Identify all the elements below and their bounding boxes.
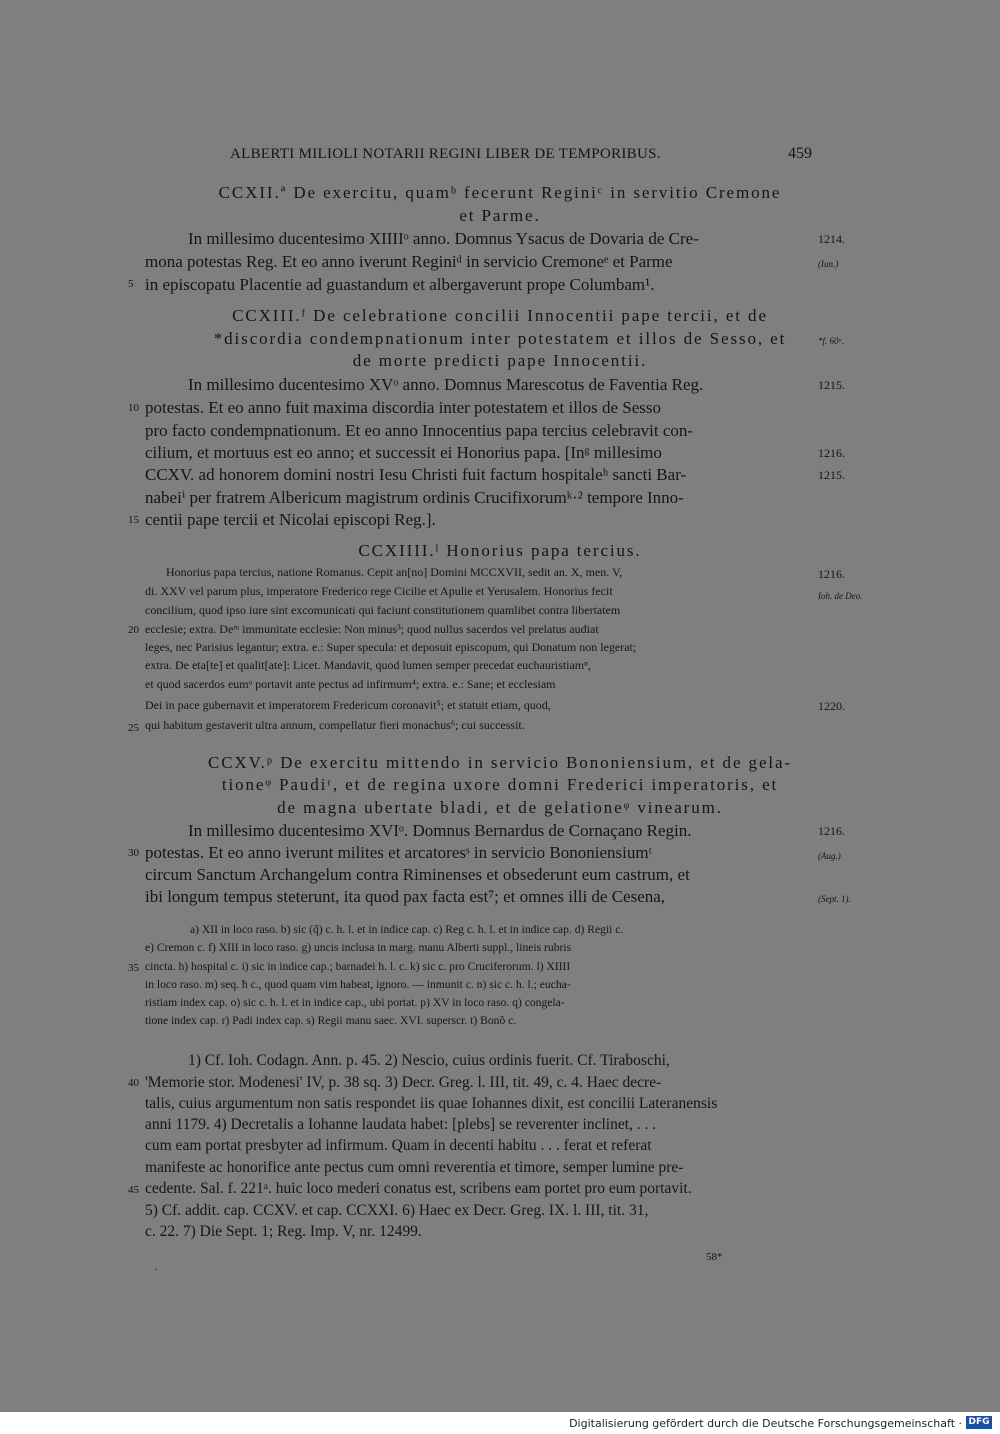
catalogue-line: di. XXV vel parum plus, imperatore Frederico rege Cicilie et Apulie et Yerusalem. Honorius fecit — [145, 584, 613, 598]
body-line: centii pape tercii et Nicolai episcopi Reg.]. — [145, 510, 436, 529]
margin-note — [818, 257, 838, 269]
note-line: anni 1179. 4) Decretalis a Iohanne laudata habet: [plebs] se reverenter inclinet, . . . — [145, 1116, 657, 1133]
chapter-heading-ccxiiii: CCXIIII.ˡ Honorius papa tercius. — [358, 541, 642, 560]
running-header-title: ALBERTI MILIOLI NOTARII REGINI LIBER DE TEMPORIBUS. — [230, 146, 661, 162]
signature-mark: 58* — [706, 1251, 723, 1263]
catalogue-line: extra. De eta[te] et qualit[ate]: Licet. Mandavit, quod lumen semper precedat euchauristiamⁿ, — [145, 658, 591, 672]
body-line: In millesimo ducentesimo XIIIIᵒ anno. Domnus Ysacus de Dovaria de Cre- — [188, 229, 699, 248]
chapter-heading-ccxii-line1: CCXII.ª De exercitu, quamᵇ fecerunt Reginiᶜ in servitio Cremone — [218, 183, 782, 202]
margin-year: 1216. — [818, 446, 845, 460]
footnote-line: in loco raso. m) seq. ħ c., quod quam vim habeat, ignoro. — inmunit c. n) sic c. h. l.; eucha- — [145, 978, 571, 991]
body-line: ibi longum tempus steterunt, ita quod pax facta est⁷; et omnes illi de Cesena, — [145, 887, 666, 906]
chapter-heading-ccxv-line1: CCXV.ᵖ De exercitu mittendo in servicio Bononiensium, et de gela- — [207, 753, 793, 772]
line-number: 10 — [128, 402, 139, 414]
body-line: pro facto condempnationum. Et eo anno Innocentius papa tercius celebravit con- — [145, 421, 694, 440]
line-number: 40 — [128, 1077, 139, 1089]
footnote-line: e) Cremon c. f) XIII in loco raso. g) uncis inclusa in marg. manu Alberti suppl., lineis rubris — [145, 941, 572, 954]
body-line: potestas. Et eo anno iverunt milites et arcatoresˢ in servicio Bononiensiumᵗ — [145, 843, 652, 862]
margin-note — [818, 589, 863, 601]
note-line: cum eam portat presbyter ad infirmum. Quam in decenti habitu . . . ferat et referat — [145, 1137, 652, 1154]
margin-year: 1220. — [818, 699, 845, 713]
line-number: 5 — [128, 278, 134, 290]
dfg-logo: DFG — [966, 1416, 992, 1429]
footnote-line: cincta. h) hospital c. i) sic in indice cap.; barnadei h. l. c. k) sic c. pro Cruciferorum. l) XIIII — [145, 960, 571, 973]
chapter-heading-ccxiii-line3: de morte predicti pape Innocentii. — [352, 351, 648, 370]
margin-note-text: (Sept. 1). — [818, 894, 851, 904]
footnote-line: tione index cap. r) Padi index cap. s) Regii manu saec. XVI. superscr. t) Bonõ c. — [145, 1014, 517, 1027]
chapter-heading-ccxiii-line2: *discordia condempnationum inter potestatem et illos de Sesso, et — [213, 329, 787, 348]
funding-footer — [0, 1412, 1000, 1434]
funding-notice: Digitalisierung gefördert durch die Deutsche Forschungsgemeinschaft · — [569, 1417, 962, 1430]
margin-note-text: (Aug.) — [818, 851, 841, 861]
catalogue-line: et quod sacerdos eumᵒ portavit ante pectus ad infirmum⁴; extra. e.: Sane; et ecclesiam — [145, 677, 556, 691]
footnote-line: ristiam index cap. o) sic c. h. l. et in indice cap., ubi portat. p) XV in loco raso. q) congela- — [145, 996, 565, 1009]
body-line: CCXV. ad honorem domini nostri Iesu Christi fuit factum hospitaleʰ sancti Bar- — [145, 465, 687, 484]
margin-year: 1214. — [818, 232, 845, 246]
margin-year: 1215. — [818, 378, 845, 392]
catalogue-line: qui habitum gestaverit ultra annum, compellatur fieri monachus⁶; cui successit. — [145, 718, 525, 732]
line-number: 45 — [128, 1184, 139, 1196]
footnote-line: a) XII in loco raso. b) sic (q̃) c. h. l. et in indice cap. c) Reg c. h. l. et in indice cap. d) Regii c. — [190, 923, 624, 936]
note-line: c. 22. 7) Die Sept. 1; Reg. Imp. V, nr. 12499. — [145, 1223, 422, 1240]
line-number: 25 — [128, 722, 139, 734]
body-line: cilium, et mortuus est eo anno; et successit ei Honorius papa. [Inᵍ millesimo — [145, 443, 662, 462]
catalogue-line: Honorius papa tercius, natione Romanus. Cepit an[no] Domini MCCXVII, sedit an. X, men. V, — [166, 565, 623, 579]
margin-year: 1215. — [818, 468, 845, 482]
catalogue-line: ecclesie; extra. Deᵐ immunitate ecclesie: Non minus³; quod nullus sacerdos vel prelatus audiat — [145, 622, 599, 636]
body-line: in episcopatu Placentie ad guastandum et albergaverunt prope Columbam¹. — [145, 275, 655, 294]
margin-note-text: Ioh. de Deo. — [818, 591, 863, 601]
catalogue-line: Dei in pace gubernavit et imperatorem Fredericum coronavit⁵; et statuit etiam, quod, — [145, 698, 551, 712]
margin-note — [818, 892, 851, 904]
chapter-heading-ccxiii-line1: CCXIII.ᶠ De celebratione concilii Innocentii pape tercii, et de — [232, 306, 768, 325]
line-number: 35 — [128, 962, 139, 974]
stray-mark: · — [154, 1265, 158, 1276]
page-number: 459 — [788, 145, 812, 162]
margin-year: 1216. — [818, 824, 845, 838]
chapter-heading-ccxv-line2: tioneᵠ Paudiʳ, et de regina uxore domni Frederici imperatoris, et — [221, 775, 779, 794]
margin-folio — [818, 334, 844, 346]
chapter-heading-ccxv-line3: de magna ubertate bladi, et de gelationeᵠ vinearum. — [277, 798, 723, 817]
note-line: cedente. Sal. f. 221ᵃ. huic loco mederi conatus est, scribens eam portet pro eum portavit. — [145, 1180, 692, 1197]
body-line: circum Sanctum Archangelum contra Riminenses et obsederunt eum castrum, et — [145, 865, 690, 884]
note-line: manifeste ac honorifice ante pectus cum omni reverentia et timore, semper lumine pre- — [145, 1159, 684, 1176]
chapter-heading-ccxii-line2: et Parme. — [459, 206, 541, 225]
catalogue-line: concilium, quod ipso iure sint excomunicati qui faciunt constitutionem quamlibet contra libertatem — [145, 603, 621, 617]
body-line: In millesimo ducentesimo XVᵒ anno. Domnus Marescotus de Faventia Reg. — [188, 375, 704, 394]
line-number: 15 — [128, 514, 139, 526]
note-line: 5) Cf. addit. cap. CCXV. et cap. CCXXI. 6) Haec ex Decr. Greg. IX. l. III, tit. 31, — [145, 1202, 649, 1219]
body-line: mona potestas Reg. Et eo anno iverunt Reginiᵈ in servicio Cremoneᵉ et Parme — [145, 252, 673, 271]
margin-note-text: (Iun.) — [818, 259, 839, 269]
line-number: 20 — [128, 624, 139, 636]
margin-note-text: *f. 60ᵃ. — [818, 336, 845, 346]
body-line: nabeiⁱ per fratrem Albericum magistrum ordinis Crucifixorumᵏ·² tempore Inno- — [145, 488, 684, 507]
catalogue-line: leges, nec Parisius legantur; extra. e.: Super specula: et deposuit episcopum, qui Donatum non legerat; — [145, 640, 637, 654]
margin-year: 1216. — [818, 567, 845, 581]
body-line: In millesimo ducentesimo XVIᵒ. Domnus Bernardus de Cornaçano Regin. — [188, 821, 692, 840]
note-line: 1) Cf. Ioh. Codagn. Ann. p. 45. 2) Nescio, cuius ordinis fuerit. Cf. Tiraboschi, — [188, 1052, 670, 1069]
body-line: potestas. Et eo anno fuit maxima discordia inter potestatem et illos de Sesso — [145, 398, 662, 417]
note-line: talis, cuius argumentum non satis respondet iis quae Iohannes dixit, est concilii Lateranensis — [145, 1095, 718, 1112]
note-line: 'Memorie stor. Modenesi' IV, p. 38 sq. 3) Decr. Greg. l. III, tit. 49, c. 4. Haec decre- — [145, 1074, 662, 1091]
line-number: 30 — [128, 847, 139, 859]
margin-note — [818, 849, 841, 861]
